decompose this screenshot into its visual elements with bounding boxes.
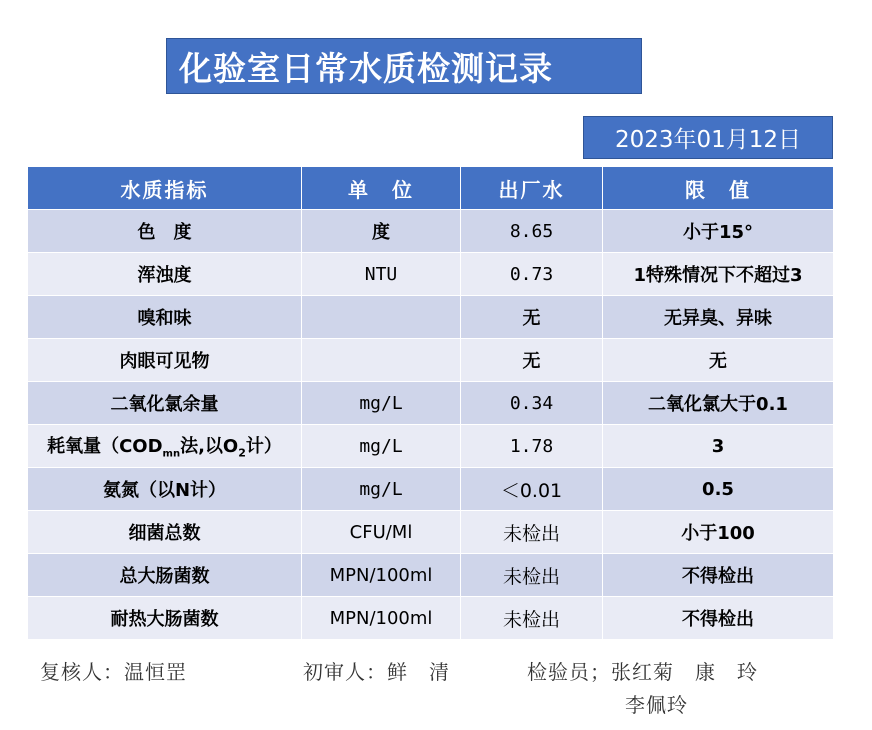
page-title: 化验室日常水质检测记录	[166, 38, 642, 94]
limit-cell: 无异臭、异味	[603, 296, 834, 339]
reviewer-signature: 复核人：温恒罡	[40, 660, 187, 684]
limit-cell: 不得检出	[603, 597, 834, 640]
first-reviewer-signature: 初审人：鲜 清	[303, 660, 450, 684]
indicator-cell: 二氧化氯余量	[28, 382, 302, 425]
value-cell: ＜0.01	[461, 468, 603, 511]
table-row	[28, 511, 834, 554]
record-date: 2023年01月12日	[583, 116, 833, 159]
value-cell: 1.78	[461, 425, 603, 468]
unit-cell: 度	[302, 210, 461, 253]
table-row	[28, 597, 834, 640]
unit-cell	[302, 339, 461, 382]
table-row	[28, 339, 834, 382]
subscript-2: 2	[238, 446, 246, 460]
unit-cell: mg/L	[302, 382, 461, 425]
header-factory-water: 出厂水	[461, 167, 603, 210]
water-quality-table	[27, 166, 834, 640]
value-cell: 无	[461, 339, 603, 382]
table-row	[28, 382, 834, 425]
indicator-cell: 细菌总数	[28, 511, 302, 554]
limit-cell: 小于15°	[603, 210, 834, 253]
table-row	[28, 210, 834, 253]
inspectors-signature	[527, 656, 758, 718]
inspectors-line-1: 检验员；张红菊 康 玲	[527, 660, 758, 684]
value-cell: 无	[461, 296, 603, 339]
value-cell: 0.34	[461, 382, 603, 425]
indicator-text-end: 计）	[245, 436, 282, 458]
limit-cell: 0.5	[603, 468, 834, 511]
indicator-cell: 嗅和味	[28, 296, 302, 339]
table-row	[28, 425, 834, 468]
table-header-row	[28, 167, 834, 210]
limit-cell: 无	[603, 339, 834, 382]
limit-cell: 1特殊情况下不超过3	[603, 253, 834, 296]
header-indicator: 水质指标	[28, 167, 302, 210]
value-cell: 0.73	[461, 253, 603, 296]
header-unit: 单 位	[302, 167, 461, 210]
limit-cell: 二氧化氯大于0.1	[603, 382, 834, 425]
indicator-text: 耗氧量（COD	[47, 436, 163, 458]
value-cell: 未检出	[461, 554, 603, 597]
unit-cell	[302, 296, 461, 339]
indicator-cell: 耐热大肠菌数	[28, 597, 302, 640]
table-row	[28, 253, 834, 296]
indicator-cell: 肉眼可见物	[28, 339, 302, 382]
header-limit: 限 值	[603, 167, 834, 210]
table-row	[28, 296, 834, 339]
indicator-cell	[28, 425, 302, 468]
limit-cell: 小于100	[603, 511, 834, 554]
indicator-cell: 浑浊度	[28, 253, 302, 296]
subscript-mn: mn	[162, 448, 181, 460]
indicator-cell: 氨氮（以N计）	[28, 468, 302, 511]
table-row	[28, 554, 834, 597]
table-row	[28, 468, 834, 511]
value-cell: 8.65	[461, 210, 603, 253]
limit-cell: 3	[603, 425, 834, 468]
unit-cell: CFU/Ml	[302, 511, 461, 554]
unit-cell: mg/L	[302, 425, 461, 468]
unit-cell: MPN/100ml	[302, 597, 461, 640]
unit-cell: MPN/100ml	[302, 554, 461, 597]
value-cell: 未检出	[461, 597, 603, 640]
unit-cell: mg/L	[302, 468, 461, 511]
unit-cell: NTU	[302, 253, 461, 296]
indicator-text-mid: 法,以O	[180, 436, 239, 458]
limit-cell: 不得检出	[603, 554, 834, 597]
inspectors-line-2: 李佩玲	[625, 693, 688, 717]
indicator-cell: 总大肠菌数	[28, 554, 302, 597]
value-cell: 未检出	[461, 511, 603, 554]
indicator-cell: 色 度	[28, 210, 302, 253]
